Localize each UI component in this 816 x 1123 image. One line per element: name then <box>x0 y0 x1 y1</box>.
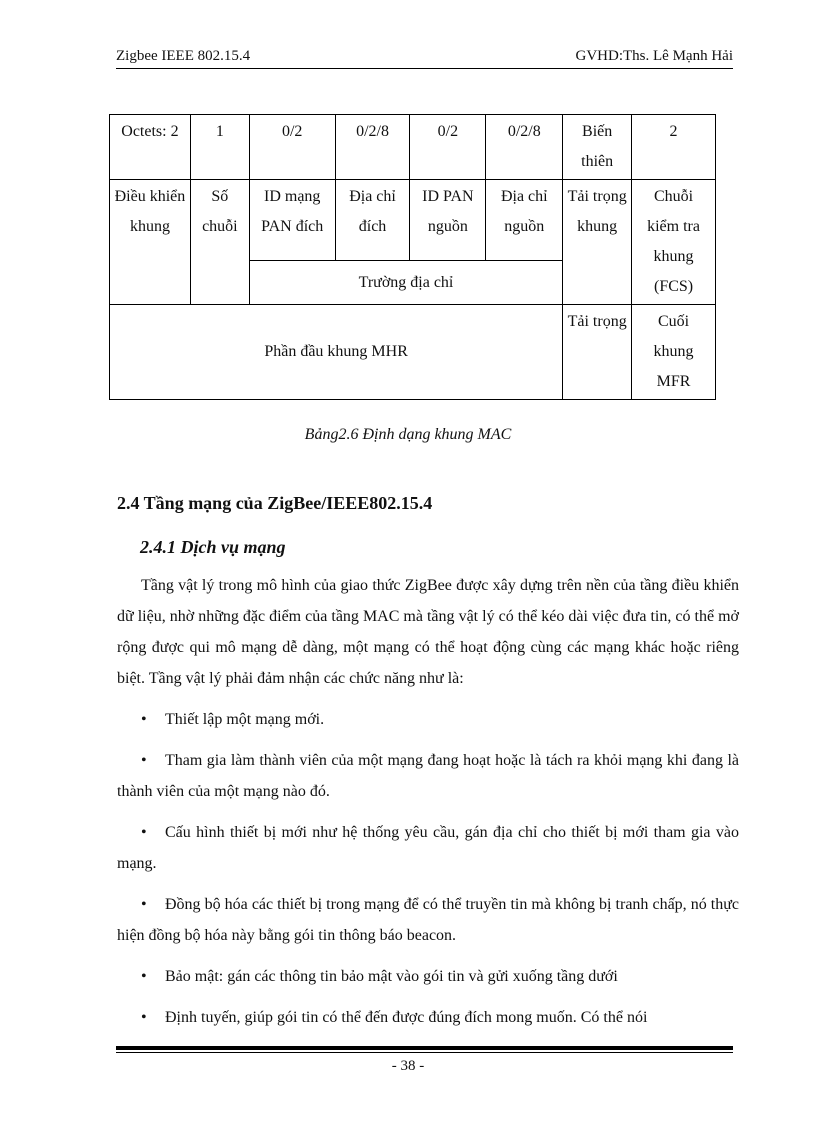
payload-cell: Tải trọng <box>563 305 632 400</box>
octets-cell: 0/2 <box>249 115 335 180</box>
bullet-text: Tham gia làm thành viên của một mạng đang hoạt hoặc là tách ra khỏi mạng khi đang là thành viên của một mạng nào đó. <box>117 752 739 800</box>
bullet-icon: • <box>141 896 147 913</box>
field-cell: ID PAN nguồn <box>410 180 486 261</box>
bullet-icon: • <box>141 1009 147 1026</box>
bullet-text: Đồng bộ hóa các thiết bị trong mạng để có thể truyền tin mà không bị tranh chấp, nó thực hiện đồng bộ hóa này bằng gói tin thông báo beacon. <box>117 896 739 944</box>
bullet-text: Cấu hình thiết bị mới như hệ thống yêu cầu, gán địa chỉ cho thiết bị mới tham gia vào mạng. <box>117 824 739 872</box>
octets-cell: Octets: 2 <box>110 115 191 180</box>
octets-cell: Biến thiên <box>563 115 632 180</box>
bullet-text: Thiết lập một mạng mới. <box>165 711 325 728</box>
field-cell: Tải trọng khung <box>563 180 632 305</box>
mac-frame-table <box>109 114 716 400</box>
bullet-icon: • <box>141 752 147 769</box>
octets-cell: 0/2/8 <box>335 115 410 180</box>
bullet-text: Định tuyến, giúp gói tin có thể đến được đúng đích mong muốn. Có thể nói <box>165 1009 648 1026</box>
bullet-item <box>117 817 739 879</box>
segment-row <box>110 305 716 400</box>
page-number: - 38 - <box>391 1058 425 1074</box>
octets-cell: 1 <box>190 115 249 180</box>
field-cell: Điều khiển khung <box>110 180 191 305</box>
field-cell: Địa chỉ đích <box>335 180 410 261</box>
bullet-item <box>117 745 739 807</box>
mhr-cell: Phần đầu khung MHR <box>110 305 563 400</box>
field-cell: Địa chỉ nguồn <box>486 180 563 261</box>
field-cell: Chuỗi kiểm tra khung (FCS) <box>632 180 716 305</box>
footer-rule <box>116 1046 733 1053</box>
body-text <box>117 570 739 1043</box>
bullet-icon: • <box>141 824 147 841</box>
bullet-icon: • <box>141 968 147 985</box>
bullet-item <box>117 889 739 951</box>
bullet-item <box>117 1002 739 1033</box>
bullet-icon: • <box>141 711 147 728</box>
octets-cell: 2 <box>632 115 716 180</box>
section-title: 2.4 Tầng mạng của ZigBee/IEEE802.15.4 <box>117 493 433 513</box>
mfr-cell: Cuối khung MFR <box>632 305 716 400</box>
bullet-item <box>117 704 739 735</box>
header-supervisor: GVHD:Ths. Lê Mạnh Hải <box>575 48 733 64</box>
address-group-cell: Trường địa chỉ <box>249 261 562 305</box>
octets-cell: 0/2 <box>410 115 486 180</box>
field-cell: Số chuỗi <box>190 180 249 305</box>
bullet-text: Bảo mật: gán các thông tin bảo mật vào gói tin và gửi xuống tầng dưới <box>165 968 618 985</box>
subsection-title: 2.4.1 Dịch vụ mạng <box>140 537 286 557</box>
fields-row <box>110 180 716 261</box>
header-title: Zigbee IEEE 802.15.4 <box>116 48 251 64</box>
octets-cell: 0/2/8 <box>486 115 563 180</box>
page-header <box>116 46 733 69</box>
field-cell: ID mạng PAN đích <box>249 180 335 261</box>
table-caption: Bảng2.6 Định dạng khung MAC <box>304 426 512 443</box>
bullet-item <box>117 961 739 992</box>
intro-paragraph: Tầng vật lý trong mô hình của giao thức ZigBee được xây dựng trên nền của tầng điều khiển dữ liệu, nhờ những đặc điểm của tầng MAC mà tầng vật lý có thể kéo dài việc đưa tin, có thể mở rộng được qui mô mạng dễ dàng, một mạng có thể hoạt động cùng các mạng khác hoặc riêng biệt. Tầng vật lý phải đảm nhận các chức năng như là: <box>117 577 739 687</box>
octets-row <box>110 115 716 180</box>
